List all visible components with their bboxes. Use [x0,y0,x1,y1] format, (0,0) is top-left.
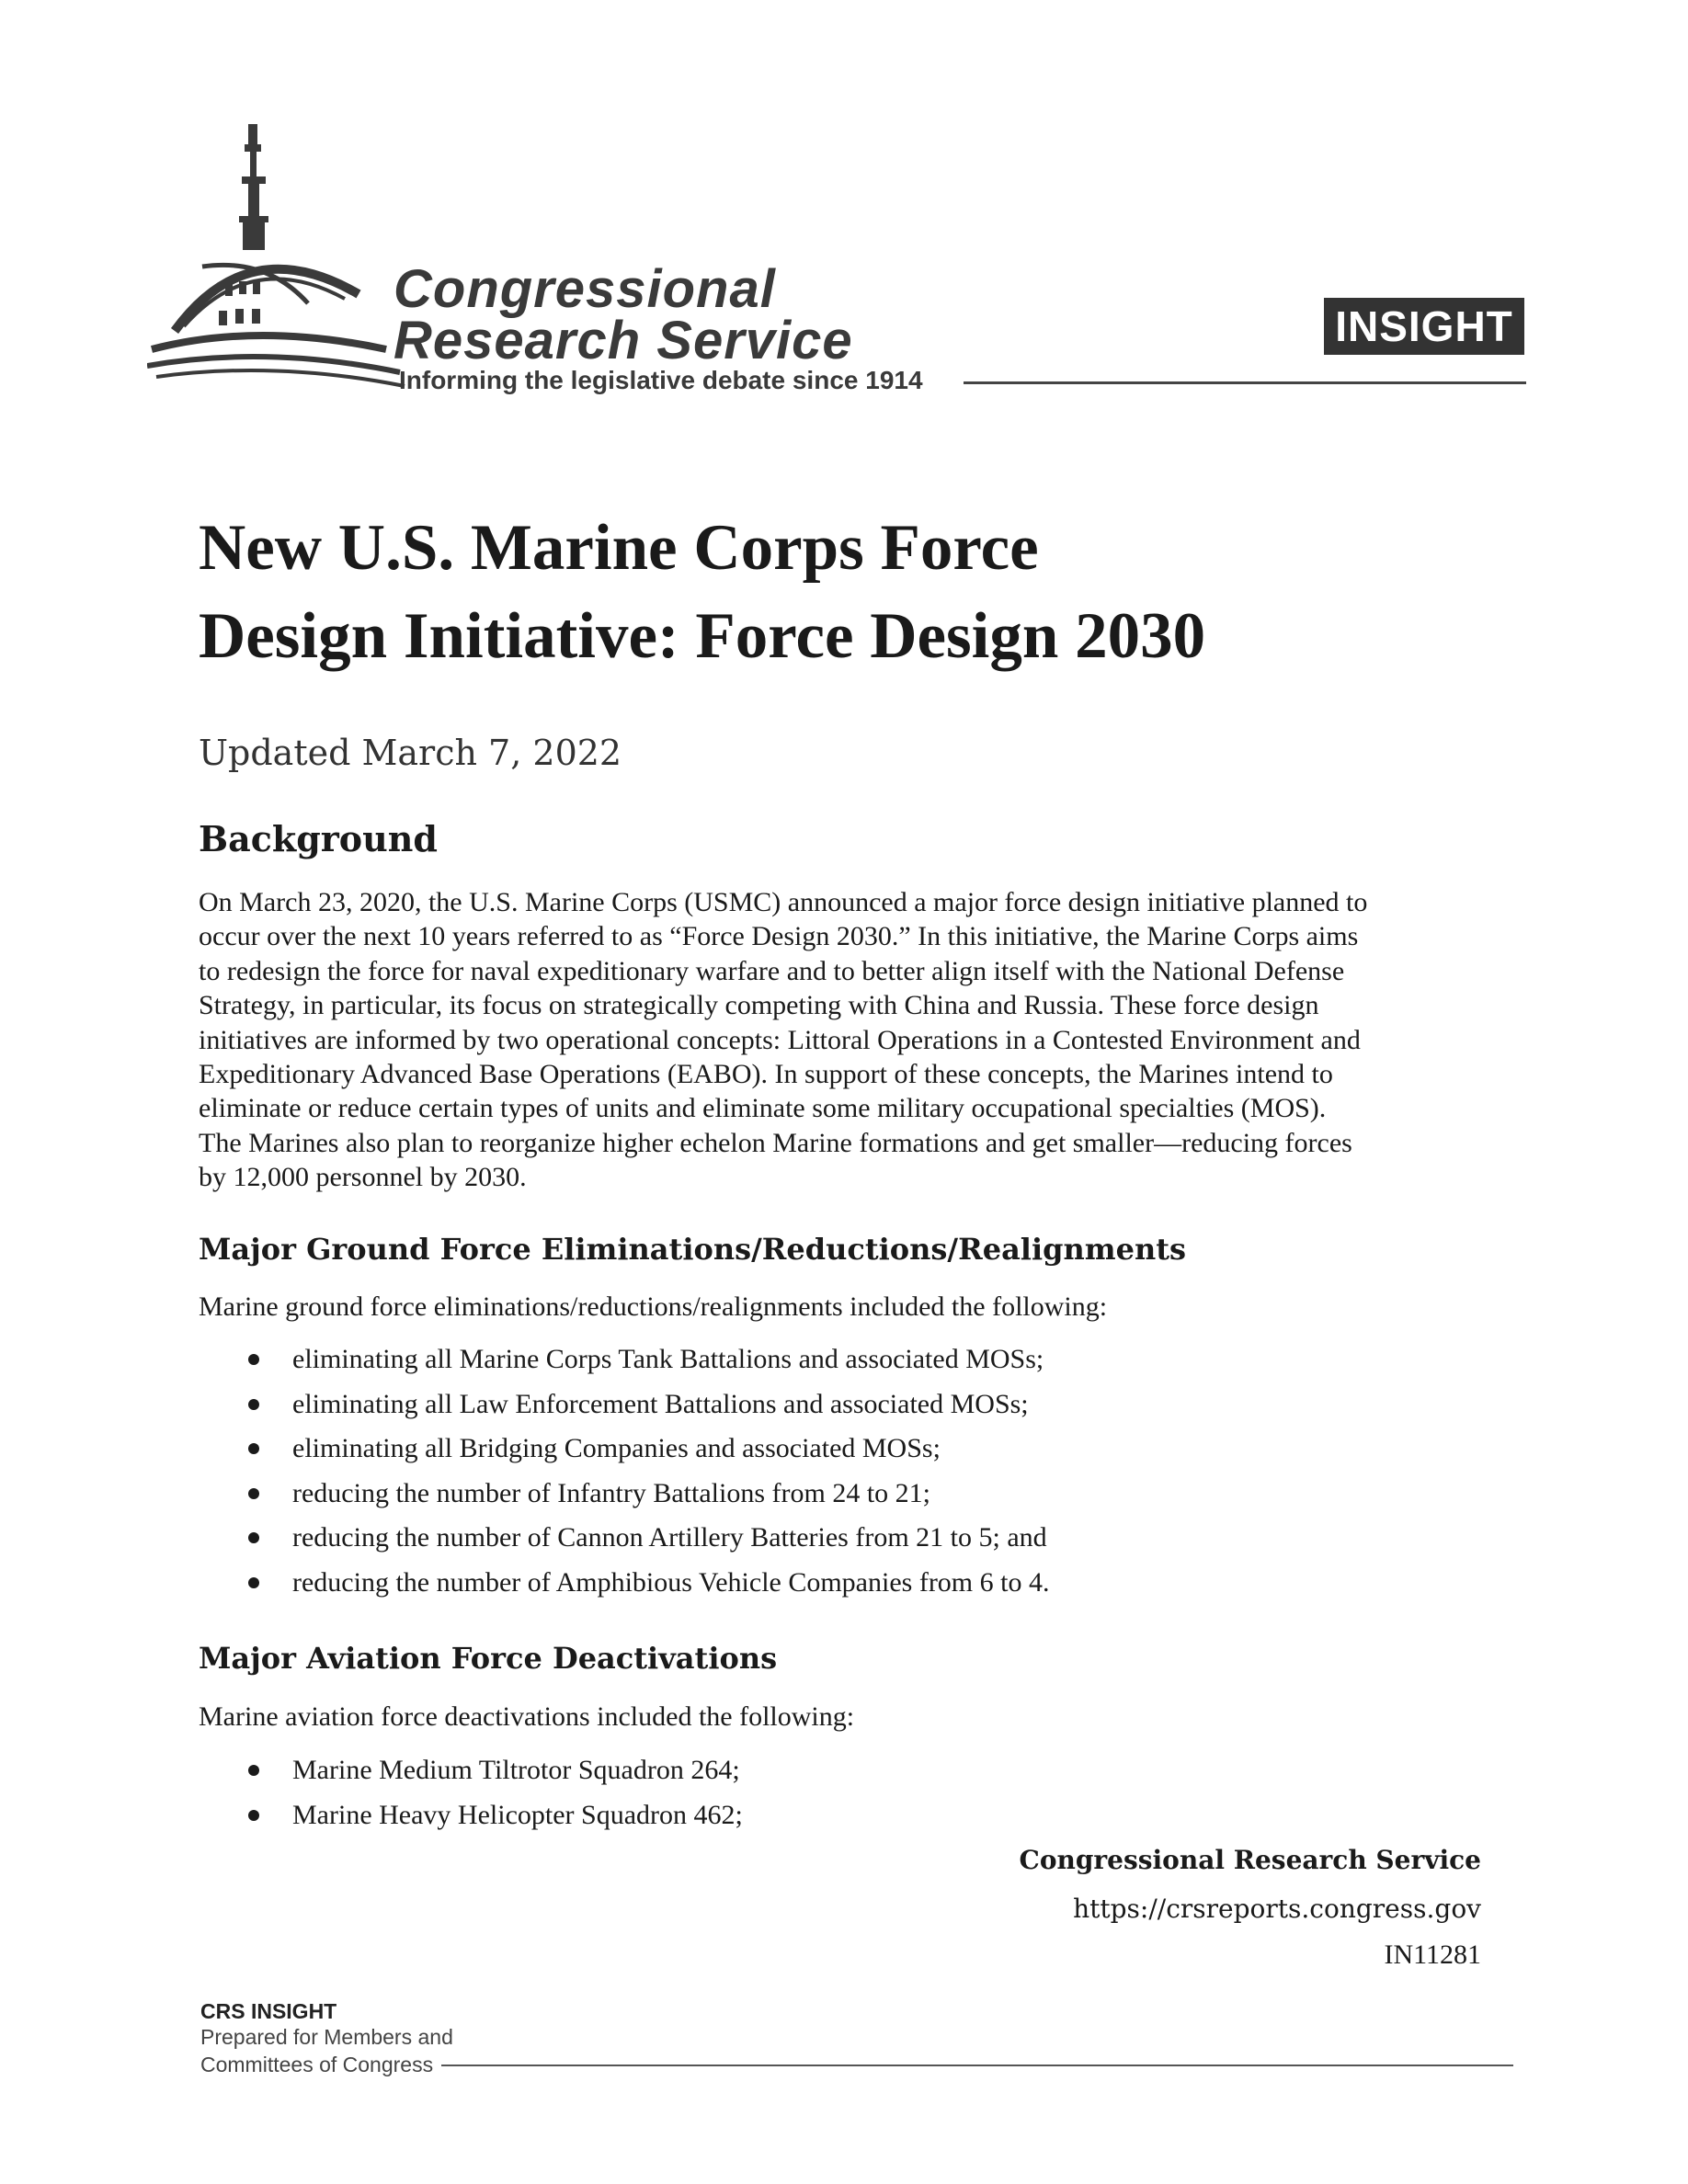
logo-org-line1: Congressional [393,259,776,319]
paragraph-line: initiatives are informed by two operational concepts: Littoral Operations in a Contested Environment and [199,1024,1361,1055]
paragraph-line: by 12,000 personnel by 2030. [199,1162,527,1193]
paragraph-line: Strategy, in particular, its focus on strategically competing with China and Russia. These force design [199,990,1319,1021]
footer-org-name: Congressional Research Service [1019,1845,1481,1875]
title-line-1: New U.S. Marine Corps Force [199,512,1039,584]
bullet-icon [248,1488,259,1499]
title-line-2: Design Initiative: Force Design 2030 [199,600,1206,672]
bullet-icon [248,1443,259,1454]
logo-org-line2: Research Service [393,311,853,370]
insight-badge: INSIGHT [1324,298,1524,355]
footer-divider [441,2065,1513,2066]
paragraph-line: On March 23, 2020, the U.S. Marine Corps (USMC) announced a major force design initiative planned to [199,887,1368,917]
section-heading-aviation: Major Aviation Force Deactivations [199,1641,778,1676]
background-paragraph [199,885,1504,1195]
bullet-icon [248,1765,259,1776]
list-item [246,1797,743,1842]
tagline-divider [964,381,1526,384]
paragraph-line: to redesign the force for naval expeditionary warfare and to better align itself with the National Defense [199,955,1345,986]
updated-date: Updated March 7, 2022 [199,733,622,773]
aviation-bullet-list [246,1752,743,1841]
section-heading-background: Background [199,818,438,859]
ground-intro: Marine ground force eliminations/reductions/realignments included the following: [199,1291,1108,1322]
footer-url-link[interactable]: https://crsreports.congress.gov [1073,1894,1481,1924]
list-item [246,1386,1049,1431]
list-item-text: reducing the number of Infantry Battalions from 24 to 21; [292,1477,930,1508]
logo-tagline: Informing the legislative debate since 1914 [399,366,923,394]
aviation-intro: Marine aviation force deactivations included the following: [199,1701,855,1732]
list-item-text: reducing the number of Amphibious Vehicle Companies from 6 to 4. [292,1566,1050,1598]
list-item-text: Marine Medium Tiltrotor Squadron 264; [292,1755,740,1785]
list-item-text: eliminating all Marine Corps Tank Battalions and associated MOSs; [292,1344,1044,1374]
ground-bullet-list [246,1341,1049,1610]
paragraph-line: eliminate or reduce certain types of units and eliminate some military occupational specialties (MOS). [199,1093,1327,1124]
list-item-text: reducing the number of Cannon Artillery Batteries from 21 to 5; and [292,1522,1047,1553]
bullet-icon [248,1577,259,1588]
document-title [199,504,1486,680]
report-id: IN11281 [1384,1939,1481,1970]
footer-prepared-line2: Committees of Congress [200,2053,434,2076]
list-item-text: eliminating all Law Enforcement Battalions and associated MOSs; [292,1388,1029,1419]
list-item [246,1564,1049,1610]
bullet-icon [248,1810,259,1821]
capitol-dome-logo-icon [147,119,414,395]
list-item [246,1752,743,1797]
list-item-text: eliminating all Bridging Companies and associated MOSs; [292,1433,941,1464]
section-heading-ground: Major Ground Force Eliminations/Reductions/Realignments [199,1232,1187,1267]
list-item [246,1475,1049,1520]
bullet-icon [248,1354,259,1365]
list-item [246,1341,1049,1386]
paragraph-line: occur over the next 10 years referred to as “Force Design 2030.” In this initiative, the Marine Corps aims [199,921,1359,952]
footer-prepared-line1: Prepared for Members and [200,2025,453,2049]
list-item [246,1430,1049,1475]
list-item-text: Marine Heavy Helicopter Squadron 462; [292,1799,743,1830]
list-item [246,1519,1049,1564]
paragraph-line: Expeditionary Advanced Base Operations (EABO). In support of these concepts, the Marines intend to [199,1059,1333,1090]
bullet-icon [248,1532,259,1543]
footer-series-label: CRS INSIGHT [200,1999,337,2023]
paragraph-line: The Marines also plan to reorganize higher echelon Marine formations and get smaller—reducing forces [199,1127,1352,1158]
bullet-icon [248,1399,259,1410]
